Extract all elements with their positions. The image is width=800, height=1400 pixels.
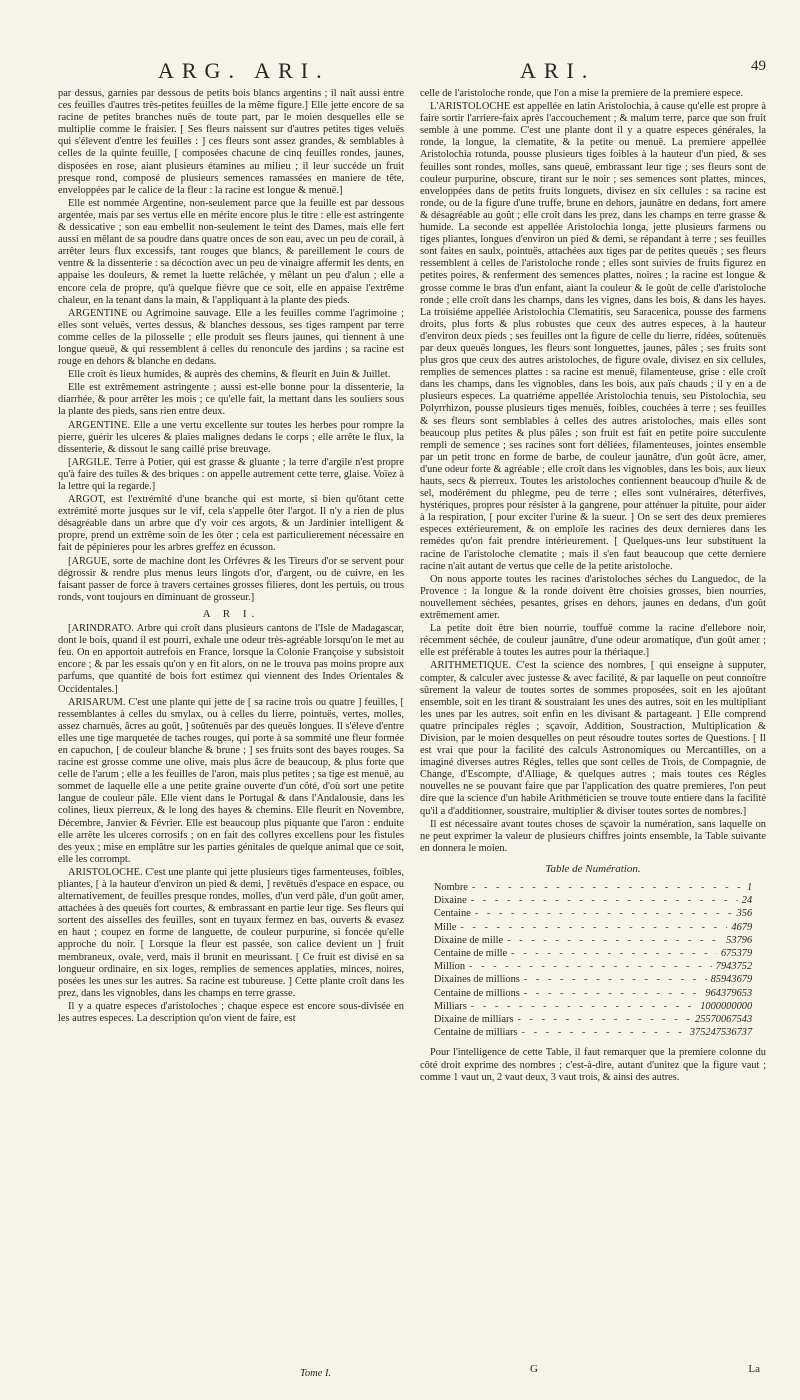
dot-leader [511,947,717,960]
dot-leader [469,960,712,973]
dot-leader [471,1000,696,1013]
row-label: Centaine de millions [433,987,520,999]
paragraph: ARISTOLOCHE. C'est une plante qui jette plusieurs tiges farmenteuses, foibles, pliantes, [ à la hauteur d'environ un pied & demi, ] revêtuës d'espace en espace, ou alternativement, de feuilles presque rondes, molles, d'un verd pâle, d'un goût amer, attachées à des queuës fort courtes, & embrassant en partie leur tige. Ses fleurs qui sortent des aisselles des feuilles, sont en tuyaux fermez en bas, ouverts & evasez en haut ; coupez en forme de languette, de couleur purpurine, si foncée qu'elle approche du noir. [ Lorsque la fleur est passée, son calice devient un ] fruit membraneux, ovale, verd, mais il brunit en meurissant. [ Ce fruit est divisé en sa longueur ordinaire, en six loges, remplies de semences applaties, minces, noires, posées les unes sur les autres. Sa racine est tubureuse. ] Cette plante croît dans les prez, dans les vignobles, dans les champs en terre grasse. [58,866,404,999]
row-value: 7943752 [715,961,753,973]
row-label: Dixaine de mille [433,934,504,946]
row-label: Nombre [433,882,468,893]
paragraph: ARITHMETIQUE. C'est la science des nombres, [ qui enseigne à supputer, compter, & calculer avec justesse & avec facilité, & par laquelle on peut connoître sûrement la valeur de toutes sortes de sommes proposées, soit en les ajoûtant ensemble, soit en les tirant & soustraiant les unes des autres, soit en les multipliant les unes par les autres, soit enfin en les divisant & partageant. ] Elle comprend quatre principales régles ; sçavoir, Addition, Soustraction, Multiplication & Division, par le moien desquelles on peut résoudre toutes sortes de Questions. [ Il est vrai que pour la facilité des calculs Astronomiques ou Mercantilles, on a imaginé diverses autres Régles, telles que sont celles de Trois, de Compagnie, de Change, d'Escompte, d'Alliage, & quelques autres ; mais toutes ces Régles nouvelles ne se pouvant faire que par l'application des quatre premieres, l'on peut dire que la science d'un habile Arithméticien se trouve toute entiere dans la facilité qu'il a d'additionner, soustraire, multiplier & diviser toutes sortes de nombres.] [420,660,766,817]
paragraph: Il y a quatre especes d'aristoloches ; chaque espece est encore sous-divisée en les autres especes. La description qu'on vient de faire, est [58,1000,404,1025]
row-value: 4679 [731,921,753,933]
row-label: Million [433,961,466,973]
paragraph: Elle est nommée Argentine, non-seulement parce que la feuille est par dessous argentée, mais par ses vertus elle en mérite encore plus le titre : elle est astringente & dessicative ; son eau embellit non-seulement le teint des Dames, mais elle fert aussi en mêlant de sa poudre dans quatre onces de son eau, avec un peu de corail, à arrêter leurs flux excessifs, tant rouges que blancs, & pareillement le cours de ventre & la dissenterie : sa décoction avec un peu de vinaigre affermit les dents, en appaise les douleurs, & remet la luette relâchée, y mêlant un peu d'alun ; elle a encore cela de propre, qu'à quelque fiévre que ce soit, elle en appaise l'extrême chaleur, en la tenant dans la main, & l'appliquant à la plante des pieds. [58,197,404,306]
table-row [434,881,752,894]
row-value: 1 [746,882,753,893]
paragraph: [ARGILE. Terre à Potier, qui est grasse & gluante ; la terre d'argile n'est propre qu'à faire des tuiles & des briques : on appelle autrement cette terre, glaise. Voïez à la lettre qui la regarde.] [58,456,404,492]
row-label: Mille [433,921,457,933]
row-label: Dixaine [433,895,467,907]
row-value: 53796 [726,934,753,946]
paragraph: ARGENTINE. Elle a une vertu excellente sur toutes les herbes pour rompre la pierre, guérir les ulceres & plaies malignes dedans le corps ; elle arrête le flux, la dissenterie, & dissout le sang caillé prise breuvage. [58,419,404,455]
row-value: 356 [736,908,753,920]
page-number: 49 [751,58,766,74]
row-value: 24 [741,895,753,907]
catchword: La [748,1363,760,1375]
running-head [58,58,766,84]
paragraph: [ARGUE, sorte de machine dont les Orfévres & les Tireurs d'or se servent pour dégrossir & rendre plus menus leurs lingots d'or, d'argent, ou de cuivre, en les faisant passer de force à travers certaines grosses filieres, dont les pertuis, ou trous ronds, vont toujours en diminuant de grosseur.] [58,555,404,603]
paragraph: [ARINDRATO. Arbre qui croît dans plusieurs cantons de l'Isle de Madagascar, dont le bois, quand il est pourri, exhale une odeur très-agréable lorsqu'on le met au feu. On en apportoit autrefois en France, lorsque la Colonie Françoise y subsistoit encore ; & par les essais qu'on y en fit alors, on ne le trouva pas moins propre aux parfums, que quantité de bois fort estimez qui viennent des Indes Orientales & Occidentales.] [58,623,404,695]
paragraph: ARGOT, est l'extrémité d'une branche qui est morte, si bien qu'ôtant cette extrémité morte jusques sur le vif, cela s'appelle ôter l'argot. Il n'y a rien de plus désagréable dans un arbre que d'y voir ces argots, & un Jardinier intelligent & propre, prend un extrême soin de les ôter ; cela est particulierement nécessaire en fait de pépinieres pour les arbres greffez en écusson. [58,494,404,554]
table-row [434,1013,752,1026]
numeration-table [434,881,752,1039]
dot-leader [460,921,727,934]
paragraph: Pour l'intelligence de cette Table, il faut remarquer que la premiere colonne du côté droit exprime des nombres ; c'est-à-dire, autant d'unitez que la figure vaut ; comme 1 vaut un, 2 vaut deux, 3 vaut trois, & ainsi des autres. [420,1047,766,1083]
paragraph: celle de l'aristoloche ronde, que l'on a mise la premiere de la premiere espece. [420,88,744,99]
dot-leader [517,1013,691,1026]
paragraph: ARGENTINE ou Agrimoine sauvage. Elle a les feuilles comme l'agrimoine ; elles sont veluës, vertes dessus, & blanches dessous, ses tiges rampent par terre comme celles de la pilosselle ; elle produit ses fleurs jaunes, qui tiennent à une longue queuë, & qui ressemblent à celles du renoncule des jardins ; sa racine est rouge en dehors & blanche en dedans. [58,307,404,368]
table-row [434,894,752,907]
row-value: 1000000000 [700,1000,753,1012]
row-value: 85943679 [710,974,753,986]
paragraph: Elle est extrêmement astringente ; aussi est-elle bonne pour la dissenterie, la diarrhée, & pour arrêter les mois ; ce qu'elle fait, la mettant dans les souliers sous la plante des pieds, sans rien entre deux. [58,382,404,418]
table-title: Table de Numération. [545,862,641,875]
volume-footer: Tome I. [300,1368,332,1379]
right-column [420,88,766,1354]
table-row [434,921,752,934]
signature-mark: G [530,1363,538,1375]
paragraph: ARISARUM. C'est une plante qui jette de [ sa racine trois ou quatre ] feuilles, [ ressemblantes à celles du smylax, ou à celles du lierre, pointuës, vertes, molles, assez charnuës, âcres au goût, ] soûtenuës par des queuës longues. Il s'éleve d'entre elles une tige marquetée de taches rouges, qui porte à sa sommité une fleur formée en capuchon, [ de couleur blanche & brune ; ] ses fruits sont des bayes rouges. Sa racine est grosse comme une olive, mais plus âcre de beaucoup, & plus forte que celle de l'arum ; elle a les feuilles de l'aron, mais plus petites ; sa tige est menuë, au sommet de laquelle elle a une petite graine ouverte d'un côté, d'où sort une petite langue de couleur pâle. Elle vient dans le Portugal & dans l'Andalousie, dans les colines, lieux pierreux, & le long des hayes & chemins. Elle fleurit en Novembre, Décembre, Janvier & Février. Elle est beaucoup plus piquante que l'aron : enduite elle arrête les ulceres corrosifs ; on en fait des collyres excellens pour les fistules des yeux ; mise en emplâtre sur les parties génitales de quelque animal que ce soit, elle les corrompt. [58,696,404,865]
table-row [434,934,752,947]
left-column [58,88,404,1354]
dot-leader [471,894,738,907]
table-row [434,907,752,920]
table-row [434,947,752,960]
table-row [434,973,752,986]
paragraph: La petite doit être bien nourrie, touffuë comme la racine d'ellebore noir, récemment séchée, de couleur jaunâtre, d'une odeur aromatique, d'un goût amer ; elle est préférable à toutes les autres pour la thériaque.] [420,623,766,659]
dot-leader [507,934,722,947]
row-label: Dixaine de milliars [433,1014,514,1026]
table-row [434,1000,752,1013]
dot-leader [524,973,707,986]
dot-leader [522,1026,686,1039]
row-value: 375247536737 [689,1027,753,1039]
row-value: 675379 [720,948,753,960]
dot-leader [472,881,743,894]
row-value: 25570067543 [695,1014,753,1026]
paragraph: par dessus, garnies par dessous de petits bois blancs argentins ; il naît aussi entre ces feuilles d'autres très-petites feuilles de la même figure.] Elle jette encore de sa racine de petites branches nuës de toute part, par le moien desquelles elle se multiplie comme le fraisier. [ Ses fleurs naissent sur d'autres petites tiges veluës qui s'élevent d'entre les feuilles : ] ces fleurs sont assez grandes, & semblables à celles de la quinte feuille, [ composées chacune de cinq feuilles rondes, jaunes, disposées en rose, aiant plusieurs étamines au milieu ; il leur succéde un fruit presque rond, composé de plusieurs semences ramassées en maniere de tête, enveloppées par le calice de la fleur : la racine est longue & menuë.] [58,88,404,196]
paragraph: Il est nécessaire avant toutes choses de sçavoir la numération, sans laquelle on ne peut exprimer la valeur de plusieurs chiffres joints ensemble, la Table suivante en donnera le moien. [420,818,766,854]
text-columns [58,88,766,1354]
dot-leader [524,987,702,1000]
dot-leader [475,907,733,920]
table-row [434,987,752,1000]
table-row [434,960,752,973]
row-label: Centaine de mille [433,948,508,960]
paragraph: On nous apporte toutes les racines d'aristoloches séches du Languedoc, de la Provence : la longue & la ronde doivent être choisies grosses, bien nourries, nouvellement séchées, pesantes, grises en dehors, jaunes en dedans, d'un goût extrêmement amer. [420,573,766,622]
paragraph: Elle croît ès lieux humides, & auprès des chemins, & fleurit en Juin & Juillet. [68,369,391,381]
section-heading: A R I. [202,607,260,620]
row-label: Dixaines de millions [433,974,520,986]
row-label: Centaine [433,908,471,920]
row-value: 964379653 [705,987,753,999]
table-row [434,1026,752,1039]
row-label: Centaine de milliars [433,1027,518,1039]
paragraph: L'ARISTOLOCHE est appellée en latin Aristolochia, à cause qu'elle est propre à faire sortir l'arriere-faix après l'accouchement ; & malum terre, parce que son fruit semble à une pomme. C'est une plante dont il y a quatre especes générales, la ronde, la longue, la clematite, & la petite ou menuë. La premiere appellée Aristolochia rotunda, pousse plusieurs tiges foibles à la hauteur d'un pied, & ses feuilles sont rondes, molles, sans queuë, embrassant leur tige ; ses fleurs sont de couleur purpurine, obscure, tirant sur le noir ; ses semences sont plattes, minces, enveloppées dans de petits fruits longuets, divisez en six cellules : sa racine est ronde, ou de la figure d'une truffe, brune en dehors, jaunâtre en dedans, fort amere & désagréable au goût ; elle croît dans les prez, dans les champs en terre grasse & humide. La seconde est appellée Aristolochia longa, jette plusieurs farmens ou tiges pliantes, longues d'environ un pied & demi, se répandant à terre ; ses feuilles sont faites en saulx, pointuës, attachées aux tiges par de petites queuës ; ses fleurs ressemblent à celles de l'aristoloche ronde ; elles sont suivies de fruits figurez en petites poires, & renferment des semences plattes, noires ; la racine est longue & grosse comme le bras d'un enfant, aiant la couleur & le goût de celle d'aristoloche ronde ; elle croît dans les champs, dans les vignes, dans les bois, & dans les hayes. La troisiéme appellée Aristolochia Clematitis, seu Saracenica, pousse des farmens droits, plus forts & plus robustes que ceux des autres especes, à la hauteur d'environ deux pieds ; ses feuilles ont la figure de celle du lierre, ridées, soûtenuës par deux queuës longues, les fleurs sont longuettes, jaunes, pâles ; ses fruits sont plus gros que ceux des autres aristoloches, de figure ovale, divisez en six cellules, remplies de semences plattes : sa racine est menuë, filamenteuse, grise : elle croît dans les champs, dans les vignobles, dans les bois, aux païs chauds ; il y en a de plusieurs especes. La quatriéme appellée Aristolochia tenuis, seu Pistolochia, seu Polyrrhizon, pousse plusieurs tiges menuës, foibles, couchées à terre ; ses feuilles & ses fleurs sont semblables à celles des autres aristoloches, mais elles sont beaucoup plus petites & plus pâles ; son fruit est fait en petite poire succulente rempli de semence ; ses racines sont fort déliées, filamenteuses, jointes ensemble par un petit tronc en forme de barbe, de couleur jaunâtre, d'un goût âcre, amer, d'une odeur forte & agréable ; elle croît dans les vignobles, dans les bois, aux lieux hauts, secs & pierreux. Toutes les aristoloches contiennent beaucoup d'huile & de sel, modérément du phlegme, peu de terre ; elles sont vulnéraires, déterfives, hystériques, propres pour résister à la gangrene, pour atténuer la pituite, pour aider à la respiration, [ pour exciter l'urine & la sueur. ] On se sert des deux premieres especes extérieurement, & on emploïe les racines des deux dernieres dans les remédes qu'on fait prendre intérieurement. [ Quelques-uns leur substituent la racine de l'aristoloche clematite ; mais il s'en faut beaucoup que cette derniere racine n'ait autant de vertus que celle de la petite aristoloche. [420,101,766,572]
running-head-left: ARG. ARI. [158,58,330,83]
running-head-right: ARI. [520,58,596,83]
row-label: Milliars [433,1000,467,1012]
